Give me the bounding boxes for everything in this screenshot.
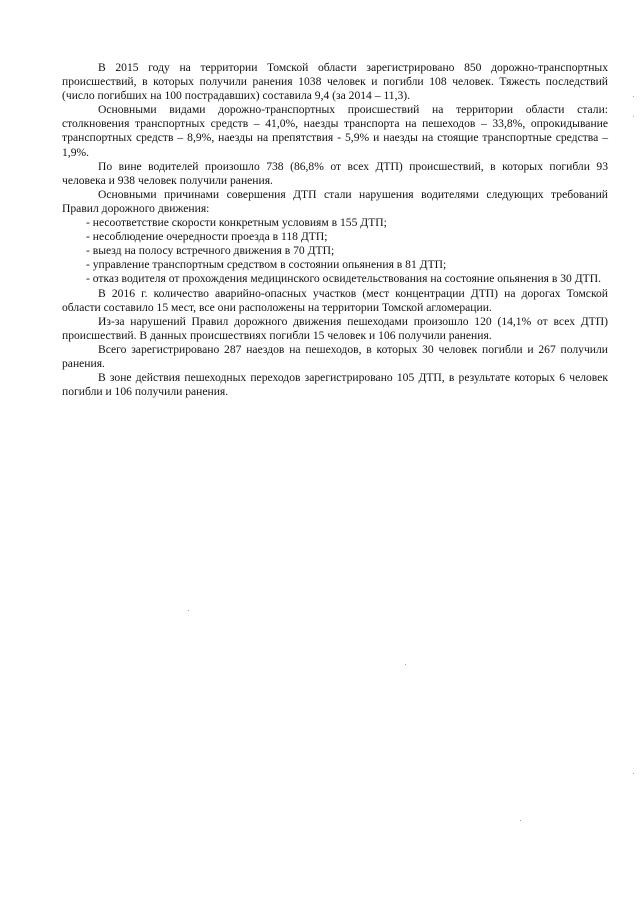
list-item-speed: - несоответствие скорости конкретным условиям в 155 ДТП; — [86, 216, 387, 230]
paragraph-pedestrian-collisions: Всего зарегистрировано 287 наездов на пешеходов, в которых 30 человек погибли и 267 получили ранения. — [62, 342, 608, 370]
list-item-drunk-driving: - управление транспортным средством в состоянии опьянения в 81 ДТП; — [86, 258, 447, 272]
scan-speck — [633, 116, 634, 117]
scan-speck — [633, 96, 634, 97]
list-item-priority: - несоблюдение очередности проезда в 118 ДТП; — [86, 230, 328, 244]
paragraph-main-causes: Основными причинами совершения ДТП стали нарушения водителями следующих требований Правил дорожного движения: — [62, 187, 608, 215]
paragraph-pedestrian-violations: Из-за нарушений Правил дорожного движения пешеходами произошло 120 (14,1% от всех ДТП) происшествий. В данных происшествиях погибли 15 человек и 106 получили ранения. — [62, 314, 608, 342]
scan-speck — [405, 664, 406, 665]
document-body — [62, 61, 608, 399]
scan-speck — [188, 610, 189, 611]
paragraph-dangerous-sites: В 2016 г. количество аварийно-опасных участков (мест концентрации ДТП) на дорогах Томской области составило 15 мест, все они расположены на территории Томской агломерации. — [62, 286, 608, 314]
paragraph-2015-statistics: В 2015 году на территории Томской области зарегистрировано 850 дорожно-транспортных происшествий, в которых получили ранения 1038 человек и погибли 108 человек. Тяжесть последствий (число погибших на 100 пострадавших) составила 9,4 (за 2014 – 11,3). — [62, 61, 608, 103]
paragraph-driver-fault: По вине водителей произошло 738 (86,8% от всех ДТП) происшествий, в которых погибли 93 человека и 938 человек получили ранения. — [62, 159, 608, 187]
list-item-oncoming-lane: - выезд на полосу встречного движения в 70 ДТП; — [86, 244, 335, 258]
scan-speck — [633, 773, 634, 774]
paragraph-crosswalk-zone: В зоне действия пешеходных переходов зарегистрировано 105 ДТП, в результате которых 6 человек погибли и 106 получили ранения. — [62, 371, 608, 399]
list-item-refusal-exam: - отказ водителя от прохождения медицинского освидетельствования на состояние опьянения в 30 ДТП. — [86, 272, 602, 286]
scan-speck — [520, 820, 521, 821]
paragraph-accident-types: Основными видами дорожно-транспортных происшествий на территории области стали: столкновения транспортных средств – 41,0%, наезды транспорта на пешеходов – 33,8%, опрокидывание транспортных средств – 8,9%, наезды на препятствия - 5,9% и наезды на стоящие транспортные средства – 1,9%. — [62, 103, 608, 159]
